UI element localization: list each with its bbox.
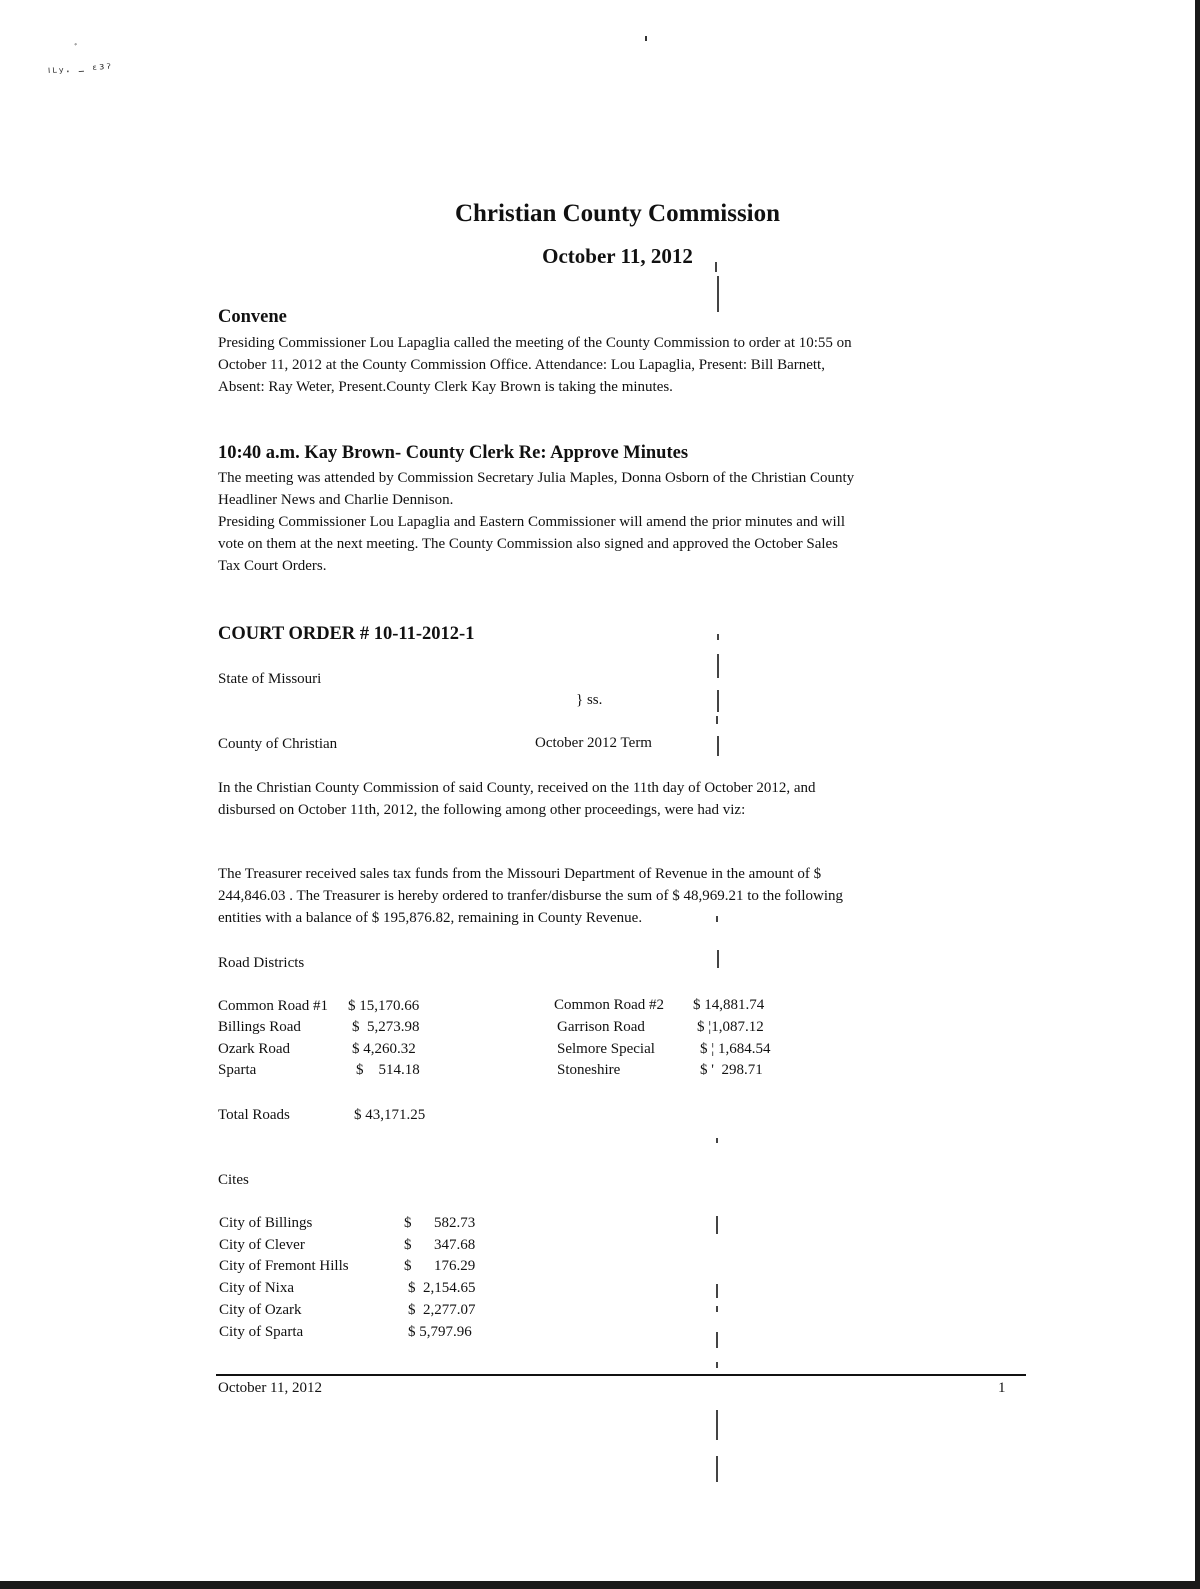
convene-line: Presiding Commissioner Lou Lapaglia called the meeting of the County Commission to order at 10:55 on [218, 335, 852, 351]
road-district-amount: $ ¦1,087.12 [697, 1019, 764, 1035]
cities-heading: Cites [218, 1172, 249, 1188]
scan-line-fragment [717, 654, 719, 678]
road-district-name: Common Road #1 [218, 998, 329, 1014]
road-district-amount: $ ¦ 1,684.54 [700, 1041, 771, 1057]
city-name: City of Sparta [219, 1324, 304, 1340]
treasurer-line: entities with a balance of $ 195,876.82, remaining in County Revenue. [218, 910, 643, 926]
page-number: 1 [998, 1380, 1006, 1396]
minutes-line: Headliner News and Charlie Dennison. [218, 492, 454, 508]
court-order-intro [218, 777, 918, 821]
minutes-line: Presiding Commissioner Lou Lapaglia and Eastern Commissioner will amend the prior minutes and will [218, 514, 845, 530]
road-districts-heading: Road Districts [218, 955, 305, 971]
scan-line-fragment [716, 716, 718, 724]
road-district-amount: $ ' 298.71 [700, 1062, 763, 1078]
scan-line-fragment [716, 1306, 718, 1312]
convene-line: October 11, 2012 at the County Commission Office. Attendance: Lou Lapaglia, Present: Bill Barnett, [218, 357, 825, 373]
city-amount: $ 582.73 [404, 1215, 476, 1231]
road-district-amount: $ 4,260.32 [352, 1041, 416, 1057]
court-order-term: October 2012 Term [535, 735, 652, 751]
city-name: City of Clever [219, 1237, 305, 1253]
document-title: Christian County Commission [454, 200, 781, 227]
road-district-amount: $ 514.18 [356, 1062, 420, 1078]
minutes-heading: 10:40 a.m. Kay Brown- County Clerk Re: Approve Minutes [218, 443, 689, 463]
minutes-paragraph [218, 467, 918, 577]
treasurer-line: The Treasurer received sales tax funds from the Missouri Department of Revenue in the amount of $ [218, 866, 822, 882]
treasurer-paragraph [218, 863, 918, 929]
scan-mark-speck [645, 36, 647, 41]
city-amount: $ 2,154.65 [408, 1280, 476, 1296]
scan-line-fragment [716, 1362, 718, 1368]
minutes-line: Tax Court Orders. [218, 558, 327, 574]
scan-line-fragment [717, 736, 719, 756]
minutes-line: The meeting was attended by Commission Secretary Julia Maples, Donna Osborn of the Christian County [218, 470, 855, 486]
city-name: City of Fremont Hills [219, 1258, 349, 1274]
road-district-amount: $ 14,881.74 [693, 997, 765, 1013]
scan-line-fragment [717, 276, 719, 312]
scan-edge-bottom [0, 1581, 1200, 1589]
road-district-name: Stoneshire [557, 1062, 621, 1078]
road-district-name: Billings Road [218, 1019, 301, 1035]
city-amount: $ 176.29 [404, 1258, 476, 1274]
city-amount: $ 347.68 [404, 1237, 476, 1253]
minutes-line: vote on them at the next meeting. The County Commission also signed and approved the October Sales [218, 536, 839, 552]
scan-line-fragment [717, 634, 719, 640]
scan-line-fragment [716, 1332, 718, 1348]
footer-rule [216, 1374, 1026, 1376]
total-roads-amount: $ 43,171.25 [354, 1107, 426, 1123]
scan-mark-dot: ﾞ [74, 44, 79, 55]
road-district-name: Ozark Road [218, 1041, 291, 1057]
convene-heading: Convene [218, 307, 287, 327]
city-name: City of Billings [219, 1215, 313, 1231]
scan-line-fragment [716, 1216, 718, 1234]
footer-date: October 11, 2012 [218, 1380, 323, 1396]
city-name: City of Ozark [219, 1302, 302, 1318]
court-order-heading: COURT ORDER # 10-11-2012-1 [218, 624, 475, 644]
road-district-name: Sparta [218, 1062, 257, 1078]
scan-mark-scribble: ᴵᴸʸ· – ᵋ³ˀ [47, 61, 114, 82]
road-district-name: Common Road #2 [554, 997, 665, 1013]
scan-line-fragment [716, 1410, 718, 1440]
court-order-intro-line: disbursed on October 11th, 2012, the following among other proceedings, were had viz: [218, 802, 746, 818]
city-name: City of Nixa [219, 1280, 294, 1296]
court-order-intro-line: In the Christian County Commission of said County, received on the 11th day of October 2012, and [218, 780, 816, 796]
scan-line-fragment [717, 690, 719, 712]
road-district-amount: $ 15,170.66 [348, 998, 420, 1014]
city-amount: $ 5,797.96 [408, 1324, 472, 1340]
court-order-state: State of Missouri [218, 671, 322, 687]
road-district-amount: $ 5,273.98 [352, 1019, 420, 1035]
convene-paragraph [218, 332, 918, 398]
court-order-ss: } ss. [576, 692, 603, 708]
document-date: October 11, 2012 [542, 244, 693, 268]
scan-edge-right [1195, 0, 1200, 1589]
scan-line-fragment [716, 1138, 718, 1143]
total-roads-label: Total Roads [218, 1107, 290, 1123]
road-district-name: Garrison Road [557, 1019, 645, 1035]
convene-line: Absent: Ray Weter, Present.County Clerk Kay Brown is taking the minutes. [218, 379, 673, 395]
scan-line-fragment [717, 950, 719, 968]
court-order-county: County of Christian [218, 736, 338, 752]
city-amount: $ 2,277.07 [408, 1302, 476, 1318]
scan-line-fragment [716, 1456, 718, 1482]
road-district-name: Selmore Special [557, 1041, 655, 1057]
scan-line-fragment [716, 1284, 718, 1298]
treasurer-line: 244,846.03 . The Treasurer is hereby ordered to tranfer/disburse the sum of $ 48,969.21 to the following [218, 888, 844, 904]
